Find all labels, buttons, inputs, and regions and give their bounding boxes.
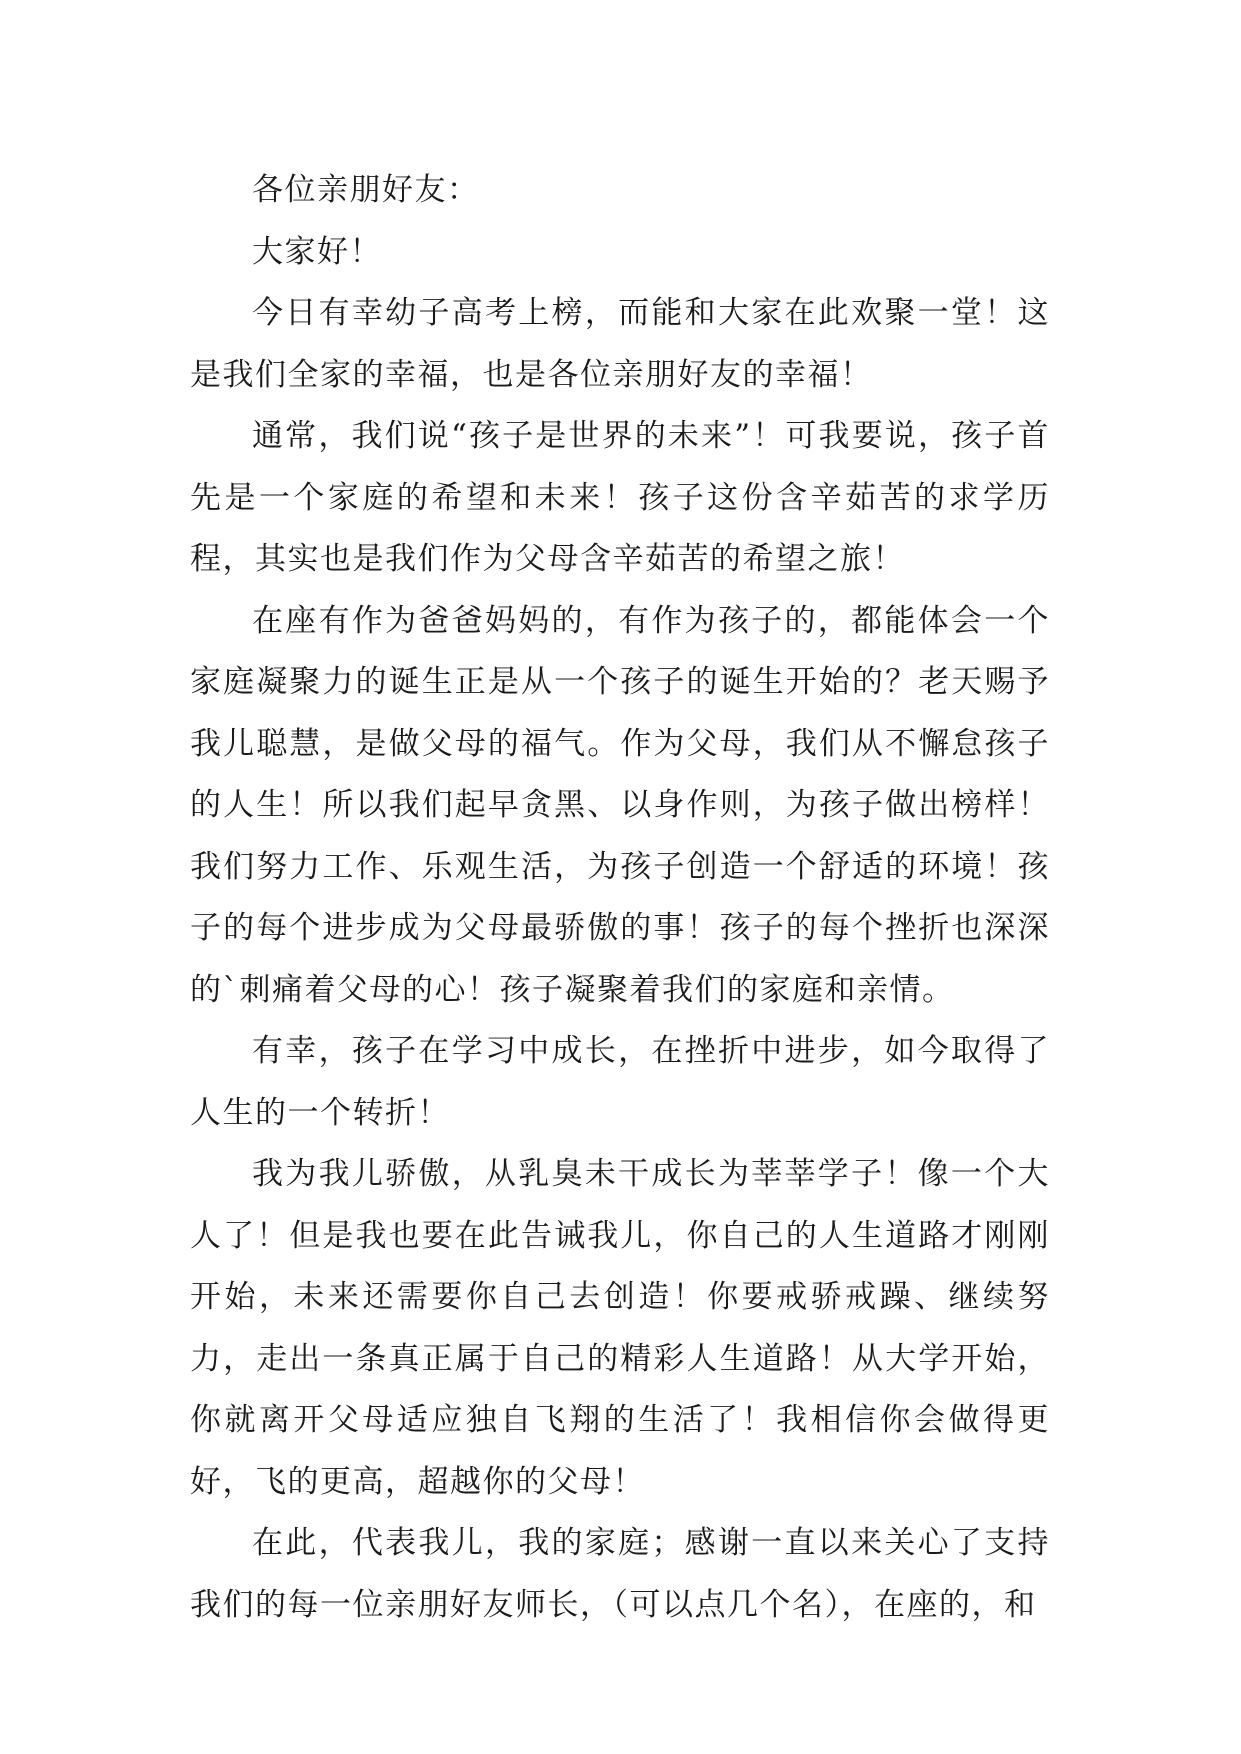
paragraph-3: 在座有作为爸爸妈妈的，有作为孩子的，都能体会一个家庭凝聚力的诞生正是从一个孩子的诞生开始的？老天赐予我儿聪慧，是做父母的福气。作为父母，我们从不懈怠孩子的人生！所以我们起早贪黑、以身作则，为孩子做出榜样！我们努力工作、乐观生活，为孩子创造一个舒适的环境！孩子的每个进步成为父母最骄傲的事！孩子的每个挫折也深深的`刺痛着父母的心！孩子凝聚着我们的家庭和亲情。 — [190, 602, 1050, 1008]
paragraph-2: 通常，我们说“孩子是世界的未来”！可我要说，孩子首先是一个家庭的希望和未来！孩子这份含辛茹苦的求学历程，其实也是我们作为父母含辛茹苦的希望之旅！ — [190, 418, 1050, 577]
greeting: 大家好！ — [252, 233, 382, 270]
paragraph-6: 在此，代表我儿，我的家庭；感谢一直以来关心了支持我们的每一位亲朋好友师长，（可以点几个名），在座的，和 — [190, 1525, 1050, 1623]
paragraph-4: 有幸，孩子在学习中成长，在挫折中进步，如今取得了人生的一个转折！ — [190, 1033, 1050, 1131]
salutation: 各位亲朋好友： — [252, 172, 480, 208]
letter-body — [190, 160, 1050, 1636]
paragraph-1: 今日有幸幼子高考上榜，而能和大家在此欢聚一堂！这是我们全家的幸福，也是各位亲朋好友的幸福！ — [190, 295, 1050, 393]
paragraph-5: 我为我儿骄傲，从乳臭未干成长为莘莘学子！像一个大人了！但是我也要在此告诫我儿，你自己的人生道路才刚刚开始，未来还需要你自己去创造！你要戒骄戒躁、继续努力，走出一条真正属于自己的精彩人生道路！从大学开始，你就离开父母适应独自飞翔的生活了！我相信你会做得更好，飞的更高，超越你的父母！ — [190, 1156, 1050, 1500]
